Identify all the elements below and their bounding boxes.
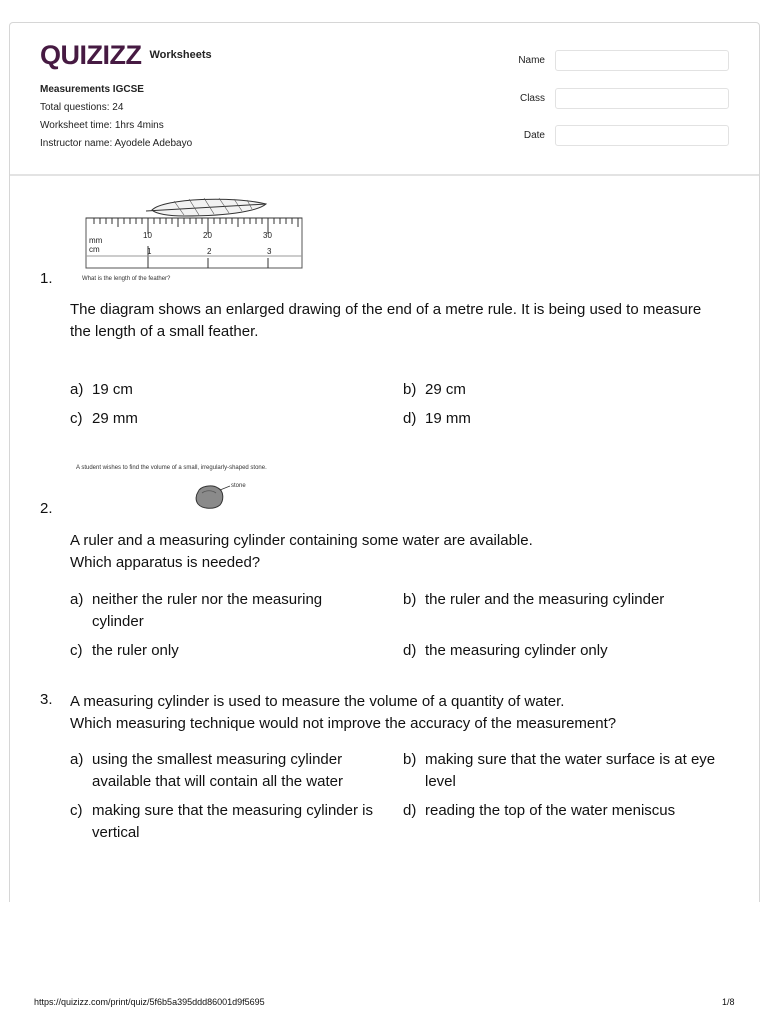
class-field[interactable]	[555, 88, 729, 109]
option-2b[interactable]	[403, 589, 723, 611]
option-1d[interactable]	[403, 408, 723, 430]
ruler-label-2: 2	[207, 247, 212, 256]
question-3-number: 3.	[40, 691, 53, 708]
option-1a[interactable]	[70, 379, 390, 401]
ruler-feather-figure	[84, 196, 306, 274]
option-text: the measuring cylinder only	[425, 642, 608, 659]
class-label: Class	[519, 93, 545, 104]
option-3d[interactable]	[403, 800, 723, 822]
option-letter: b)	[403, 751, 417, 768]
option-1c[interactable]	[70, 408, 390, 430]
option-letter: d)	[403, 642, 417, 659]
ruler-label-1: 1	[147, 247, 152, 256]
option-2d[interactable]	[403, 640, 723, 662]
option-text: 19 cm	[92, 381, 133, 398]
option-text: neither the ruler nor the measuring cylinder	[92, 591, 323, 630]
option-letter: d)	[403, 802, 417, 819]
ruler-cm-label: cm	[89, 245, 100, 254]
worksheet-title: Measurements IGCSE	[40, 84, 144, 95]
ruler-label-30: 30	[263, 231, 272, 240]
option-3c[interactable]	[70, 800, 390, 844]
question-3-text: A measuring cylinder is used to measure the volume of a quantity of water. Which measuring technique would not improve the accuracy of the measurement?	[70, 693, 617, 732]
logo-wordmark: QUIZIZZ	[40, 40, 142, 70]
worksheet-time: Worksheet time: 1hrs 4mins	[40, 120, 164, 131]
footer-url: https://quizizz.com/print/quiz/5f6b5a395ddd86001d9f5695	[34, 997, 265, 1007]
date-label: Date	[523, 130, 545, 141]
option-2c[interactable]	[70, 640, 390, 662]
question-2-text: A ruler and a measuring cylinder containing some water are available. Which apparatus is needed?	[70, 532, 533, 571]
name-field[interactable]	[555, 50, 729, 71]
ruler-label-3: 3	[267, 247, 272, 256]
logo-subtitle: Worksheets	[149, 49, 212, 61]
option-3a[interactable]	[70, 749, 390, 793]
option-letter: a)	[70, 751, 84, 768]
option-3b[interactable]	[403, 749, 723, 793]
quizizz-logo	[40, 40, 212, 71]
option-text: the ruler and the measuring cylinder	[425, 591, 665, 608]
question-1-text: The diagram shows an enlarged drawing of the end of a metre rule. It is being used to measure the length of a small feather.	[70, 301, 702, 340]
option-text: using the smallest measuring cylinder available that will contain all the water	[92, 751, 343, 790]
option-text: making sure that the water surface is at eye level	[425, 751, 716, 790]
option-2a[interactable]	[70, 589, 390, 633]
ruler-mm-label: mm	[89, 236, 103, 245]
date-field[interactable]	[555, 125, 729, 146]
option-text: making sure that the measuring cylinder is vertical	[92, 802, 373, 841]
stone-label: stone	[231, 483, 246, 489]
footer-page-number: 1/8	[722, 997, 735, 1007]
ruler-label-10: 10	[143, 231, 152, 240]
option-text: 29 mm	[92, 410, 138, 427]
instructor-name: Instructor name: Ayodele Adebayo	[40, 138, 193, 149]
option-letter: b)	[403, 381, 417, 398]
option-text: reading the top of the water meniscus	[425, 802, 676, 819]
question-1-number: 1.	[40, 270, 53, 287]
option-letter: b)	[403, 591, 417, 608]
total-questions: Total questions: 24	[40, 102, 124, 113]
stone-shape	[196, 486, 223, 508]
option-text: the ruler only	[92, 642, 179, 659]
name-label: Name	[518, 55, 545, 66]
option-text: 19 mm	[425, 410, 471, 427]
figure-1-caption: What is the length of the feather?	[82, 276, 171, 282]
option-letter: d)	[403, 410, 417, 427]
option-letter: a)	[70, 591, 84, 608]
option-letter: c)	[70, 410, 83, 427]
question-2-number: 2.	[40, 500, 53, 517]
option-text: 29 cm	[425, 381, 466, 398]
option-letter: a)	[70, 381, 84, 398]
worksheet-header	[10, 23, 759, 176]
figure-2-caption: A student wishes to find the volume of a small, irregularly-shaped stone.	[76, 465, 267, 471]
option-letter: c)	[70, 802, 83, 819]
ruler-label-20: 20	[203, 231, 212, 240]
option-letter: c)	[70, 642, 83, 659]
option-1b[interactable]	[403, 379, 723, 401]
stone-figure	[190, 478, 260, 512]
